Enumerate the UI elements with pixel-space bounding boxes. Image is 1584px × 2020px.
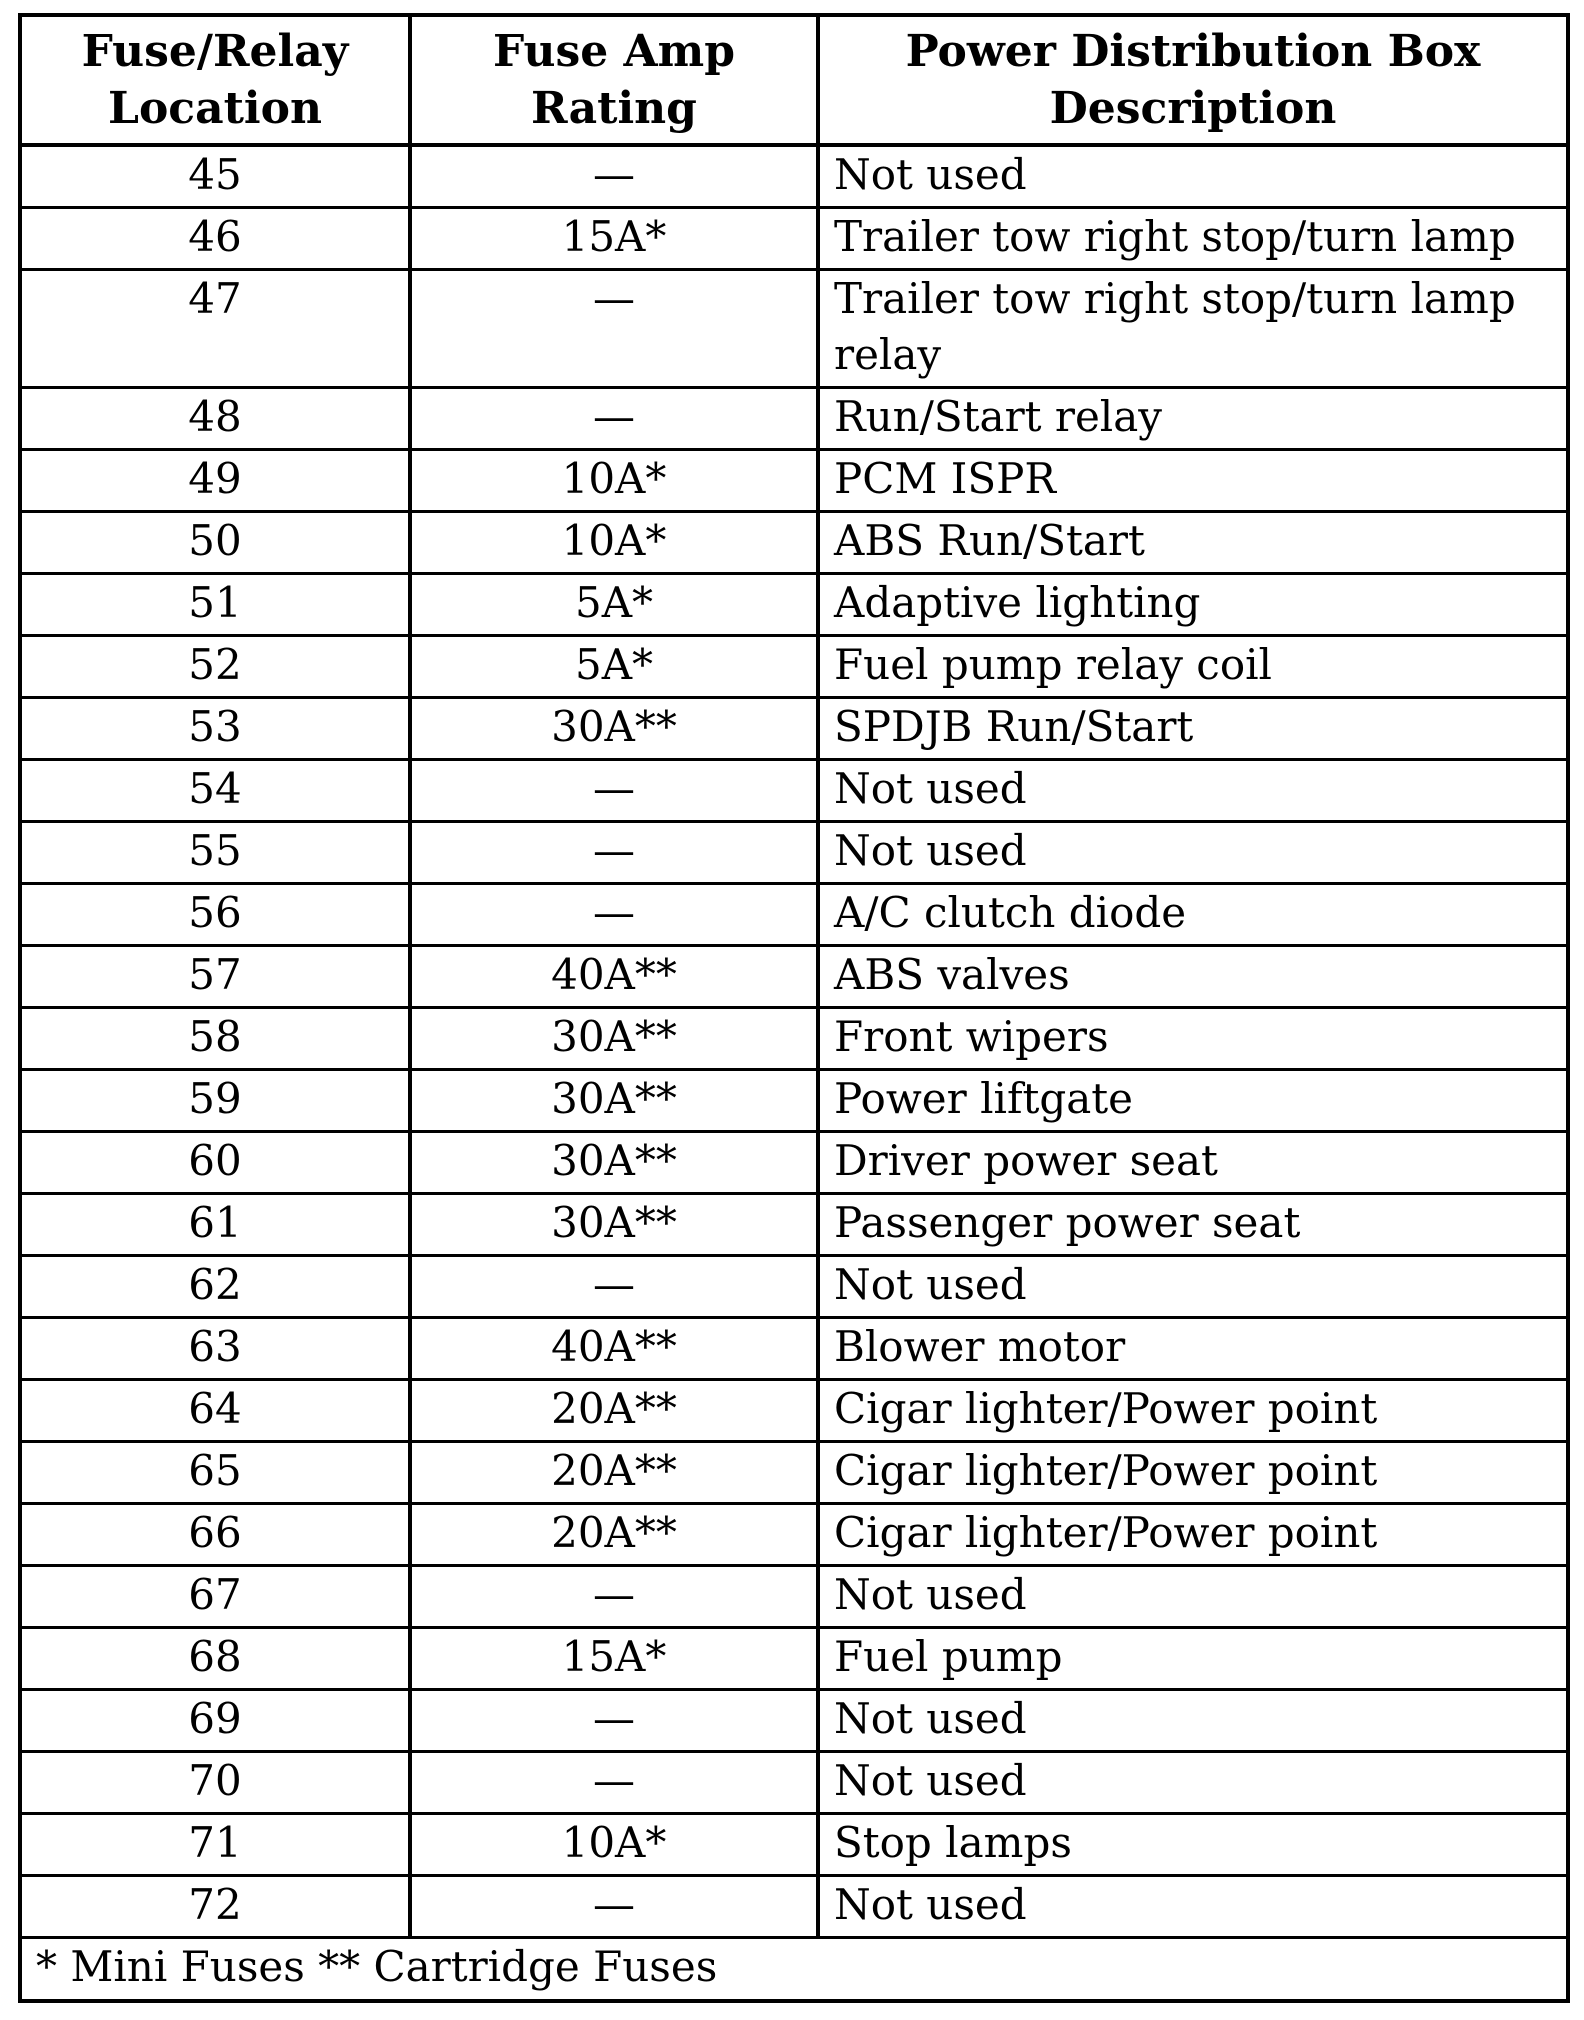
table-row xyxy=(20,1193,1568,1255)
description-cell: PCM ISPR xyxy=(818,449,1568,511)
location-cell: 60 xyxy=(20,1131,410,1193)
amp-cell: 15A* xyxy=(410,207,818,269)
description-cell: Run/Start relay xyxy=(818,387,1568,449)
table-row xyxy=(20,1007,1568,1069)
description-cell: Cigar lighter/Power point xyxy=(818,1503,1568,1565)
location-cell: 72 xyxy=(20,1875,410,1937)
location-cell: 71 xyxy=(20,1813,410,1875)
description-cell: Not used xyxy=(818,821,1568,883)
amp-cell: 15A* xyxy=(410,1627,818,1689)
description-cell: Blower motor xyxy=(818,1317,1568,1379)
amp-cell: — xyxy=(410,387,818,449)
description-cell: Fuel pump relay coil xyxy=(818,635,1568,697)
location-cell: 49 xyxy=(20,449,410,511)
amp-cell: 10A* xyxy=(410,1813,818,1875)
location-cell: 46 xyxy=(20,207,410,269)
table-row xyxy=(20,1503,1568,1565)
location-cell: 53 xyxy=(20,697,410,759)
location-cell: 47 xyxy=(20,269,410,387)
header-amp-rating xyxy=(410,15,818,145)
description-cell: Not used xyxy=(818,1875,1568,1937)
table-row xyxy=(20,1751,1568,1813)
amp-cell: 40A** xyxy=(410,1317,818,1379)
description-cell: Power liftgate xyxy=(818,1069,1568,1131)
description-cell: SPDJB Run/Start xyxy=(818,697,1568,759)
table-row xyxy=(20,945,1568,1007)
header-amp-line1: Fuse Amp xyxy=(493,26,735,77)
amp-cell: — xyxy=(410,1565,818,1627)
description-cell: Fuel pump xyxy=(818,1627,1568,1689)
table-row xyxy=(20,511,1568,573)
table-row xyxy=(20,1069,1568,1131)
amp-cell: 40A** xyxy=(410,945,818,1007)
location-cell: 56 xyxy=(20,883,410,945)
location-cell: 52 xyxy=(20,635,410,697)
table-row xyxy=(20,449,1568,511)
table-row xyxy=(20,573,1568,635)
location-cell: 50 xyxy=(20,511,410,573)
amp-cell: — xyxy=(410,1689,818,1751)
footnote-row xyxy=(20,1937,1568,2001)
description-cell: Trailer tow right stop/turn lamp xyxy=(818,207,1568,269)
amp-cell: — xyxy=(410,1875,818,1937)
table-row xyxy=(20,1317,1568,1379)
description-cell: Not used xyxy=(818,1751,1568,1813)
location-cell: 51 xyxy=(20,573,410,635)
description-cell: ABS valves xyxy=(818,945,1568,1007)
location-cell: 61 xyxy=(20,1193,410,1255)
header-location-line1: Fuse/Relay xyxy=(81,26,349,77)
amp-cell: 30A** xyxy=(410,1193,818,1255)
location-cell: 54 xyxy=(20,759,410,821)
amp-cell: 30A** xyxy=(410,1069,818,1131)
header-description xyxy=(818,15,1568,145)
description-cell: Driver power seat xyxy=(818,1131,1568,1193)
table-row xyxy=(20,1627,1568,1689)
amp-cell: — xyxy=(410,883,818,945)
table-row xyxy=(20,697,1568,759)
table-row xyxy=(20,1689,1568,1751)
location-cell: 57 xyxy=(20,945,410,1007)
description-cell: Trailer tow right stop/turn lamp relay xyxy=(818,269,1568,387)
amp-cell: — xyxy=(410,1751,818,1813)
location-cell: 59 xyxy=(20,1069,410,1131)
table-row xyxy=(20,1813,1568,1875)
amp-cell: — xyxy=(410,1255,818,1317)
location-cell: 64 xyxy=(20,1379,410,1441)
table-row xyxy=(20,759,1568,821)
table-row xyxy=(20,1131,1568,1193)
table-row xyxy=(20,269,1568,387)
description-cell: Not used xyxy=(818,145,1568,207)
table-row xyxy=(20,387,1568,449)
description-cell: Front wipers xyxy=(818,1007,1568,1069)
location-cell: 65 xyxy=(20,1441,410,1503)
location-cell: 67 xyxy=(20,1565,410,1627)
location-cell: 63 xyxy=(20,1317,410,1379)
location-cell: 62 xyxy=(20,1255,410,1317)
location-cell: 69 xyxy=(20,1689,410,1751)
table-row xyxy=(20,883,1568,945)
description-cell: Passenger power seat xyxy=(818,1193,1568,1255)
amp-cell: 5A* xyxy=(410,635,818,697)
table-row xyxy=(20,145,1568,207)
description-cell: Not used xyxy=(818,1565,1568,1627)
fuse-relay-table xyxy=(18,13,1570,2003)
amp-cell: 5A* xyxy=(410,573,818,635)
location-cell: 66 xyxy=(20,1503,410,1565)
amp-cell: — xyxy=(410,821,818,883)
amp-cell: 30A** xyxy=(410,697,818,759)
location-cell: 55 xyxy=(20,821,410,883)
header-location-line2: Location xyxy=(108,83,322,134)
document-page xyxy=(18,13,1566,2003)
table-header-row xyxy=(20,15,1568,145)
description-cell: Cigar lighter/Power point xyxy=(818,1379,1568,1441)
amp-cell: 10A* xyxy=(410,511,818,573)
header-amp-line2: Rating xyxy=(531,83,697,134)
table-row xyxy=(20,1255,1568,1317)
header-description-line2: Description xyxy=(1049,83,1337,134)
location-cell: 70 xyxy=(20,1751,410,1813)
location-cell: 45 xyxy=(20,145,410,207)
header-description-line1: Power Distribution Box xyxy=(905,26,1481,77)
amp-cell: — xyxy=(410,759,818,821)
amp-cell: — xyxy=(410,269,818,387)
description-cell: Adaptive lighting xyxy=(818,573,1568,635)
amp-cell: 20A** xyxy=(410,1503,818,1565)
table-row xyxy=(20,1441,1568,1503)
description-cell: Not used xyxy=(818,1689,1568,1751)
location-cell: 48 xyxy=(20,387,410,449)
description-cell: ABS Run/Start xyxy=(818,511,1568,573)
table-row xyxy=(20,207,1568,269)
location-cell: 68 xyxy=(20,1627,410,1689)
amp-cell: 10A* xyxy=(410,449,818,511)
amp-cell: 30A** xyxy=(410,1007,818,1069)
description-cell: Stop lamps xyxy=(818,1813,1568,1875)
description-cell: Not used xyxy=(818,1255,1568,1317)
amp-cell: 20A** xyxy=(410,1441,818,1503)
location-cell: 58 xyxy=(20,1007,410,1069)
table-row xyxy=(20,821,1568,883)
description-cell: Not used xyxy=(818,759,1568,821)
amp-cell: 20A** xyxy=(410,1379,818,1441)
header-location xyxy=(20,15,410,145)
table-row xyxy=(20,1875,1568,1937)
amp-cell: 30A** xyxy=(410,1131,818,1193)
amp-cell: — xyxy=(410,145,818,207)
description-cell: A/C clutch diode xyxy=(818,883,1568,945)
table-row xyxy=(20,635,1568,697)
description-cell: Cigar lighter/Power point xyxy=(818,1441,1568,1503)
footnote: * Mini Fuses ** Cartridge Fuses xyxy=(20,1937,1568,2001)
table-row xyxy=(20,1565,1568,1627)
table-row xyxy=(20,1379,1568,1441)
